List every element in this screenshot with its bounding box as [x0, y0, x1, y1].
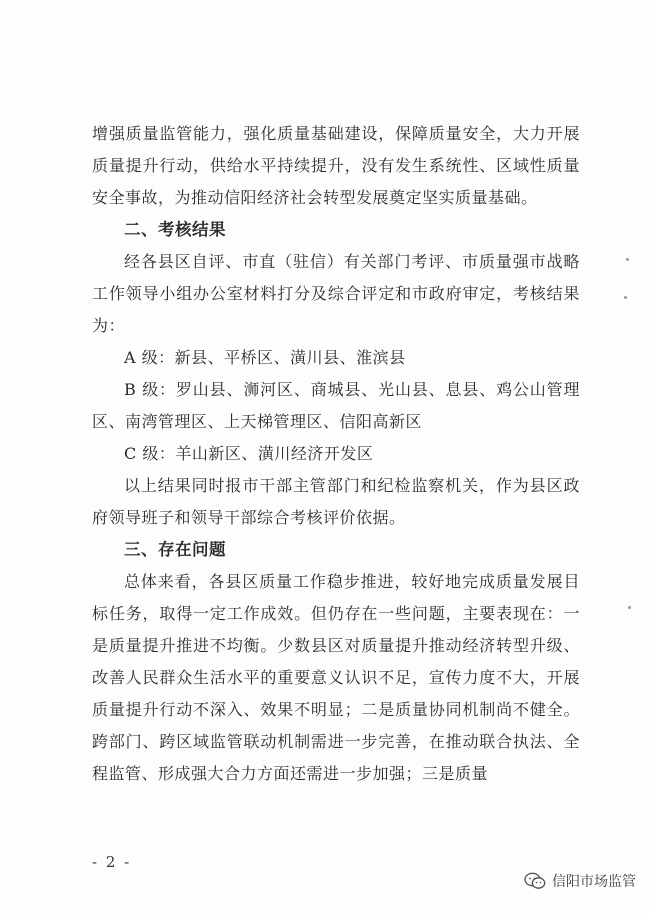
- scan-speck: [626, 258, 629, 261]
- wechat-icon: [524, 872, 546, 890]
- scan-speck: [628, 606, 631, 609]
- scan-speck: [624, 296, 627, 299]
- grade-a-paragraph: A 级：新县、平桥区、潢川县、淮滨县: [124, 348, 406, 367]
- section-heading-problems: 三、存在问题: [124, 540, 226, 559]
- watermark-text: 信阳市场监管: [552, 874, 636, 890]
- document-body: [92, 118, 580, 790]
- page-number: - 2 -: [92, 853, 132, 871]
- grade-c-paragraph: C 级：羊山新区、潢川经济开发区: [124, 444, 374, 463]
- problems-paragraph: 总体来看，各县区质量工作稳步推进，较好地完成质量发展目标任务，取得一定工作成效。但仍存在一些问题，主要表现在：一是质量提升推进不均衡。少数县区对质量提升推动经济转型升级、改善人民群众生活水平的重要意义认识不足，宣传力度不大，开展质量提升行动不深入、效果不明显；二是质量协同机制尚不健全。跨部门、跨区域监管联动机制需进一步完善，在推动联合执法、全程监管、形成强大合力方面还需进一步加强；三是质量: [92, 572, 580, 783]
- section-heading-results: 二、考核结果: [124, 220, 226, 239]
- account-watermark: [524, 871, 636, 891]
- intro-paragraph: 增强质量监管能力，强化质量基础建设，保障质量安全，大力开展质量提升行动，供给水平持续提升，没有发生系统性、区域性质量安全事故，为推动信阳经济社会转型发展奠定坚实质量基础。: [92, 124, 580, 207]
- report-note-paragraph: 以上结果同时报市干部主管部门和纪检监察机关，作为县区政府领导班子和领导干部综合考核评价依据。: [92, 476, 580, 527]
- grade-b-paragraph: B 级：罗山县、浉河区、商城县、光山县、息县、鸡公山管理区、南湾管理区、上天梯管理区、信阳高新区: [92, 380, 580, 431]
- results-intro-paragraph: 经各县区自评、市直（驻信）有关部门考评、市质量强市战略工作领导小组办公室材料打分及综合评定和市政府审定，考核结果为：: [92, 252, 580, 335]
